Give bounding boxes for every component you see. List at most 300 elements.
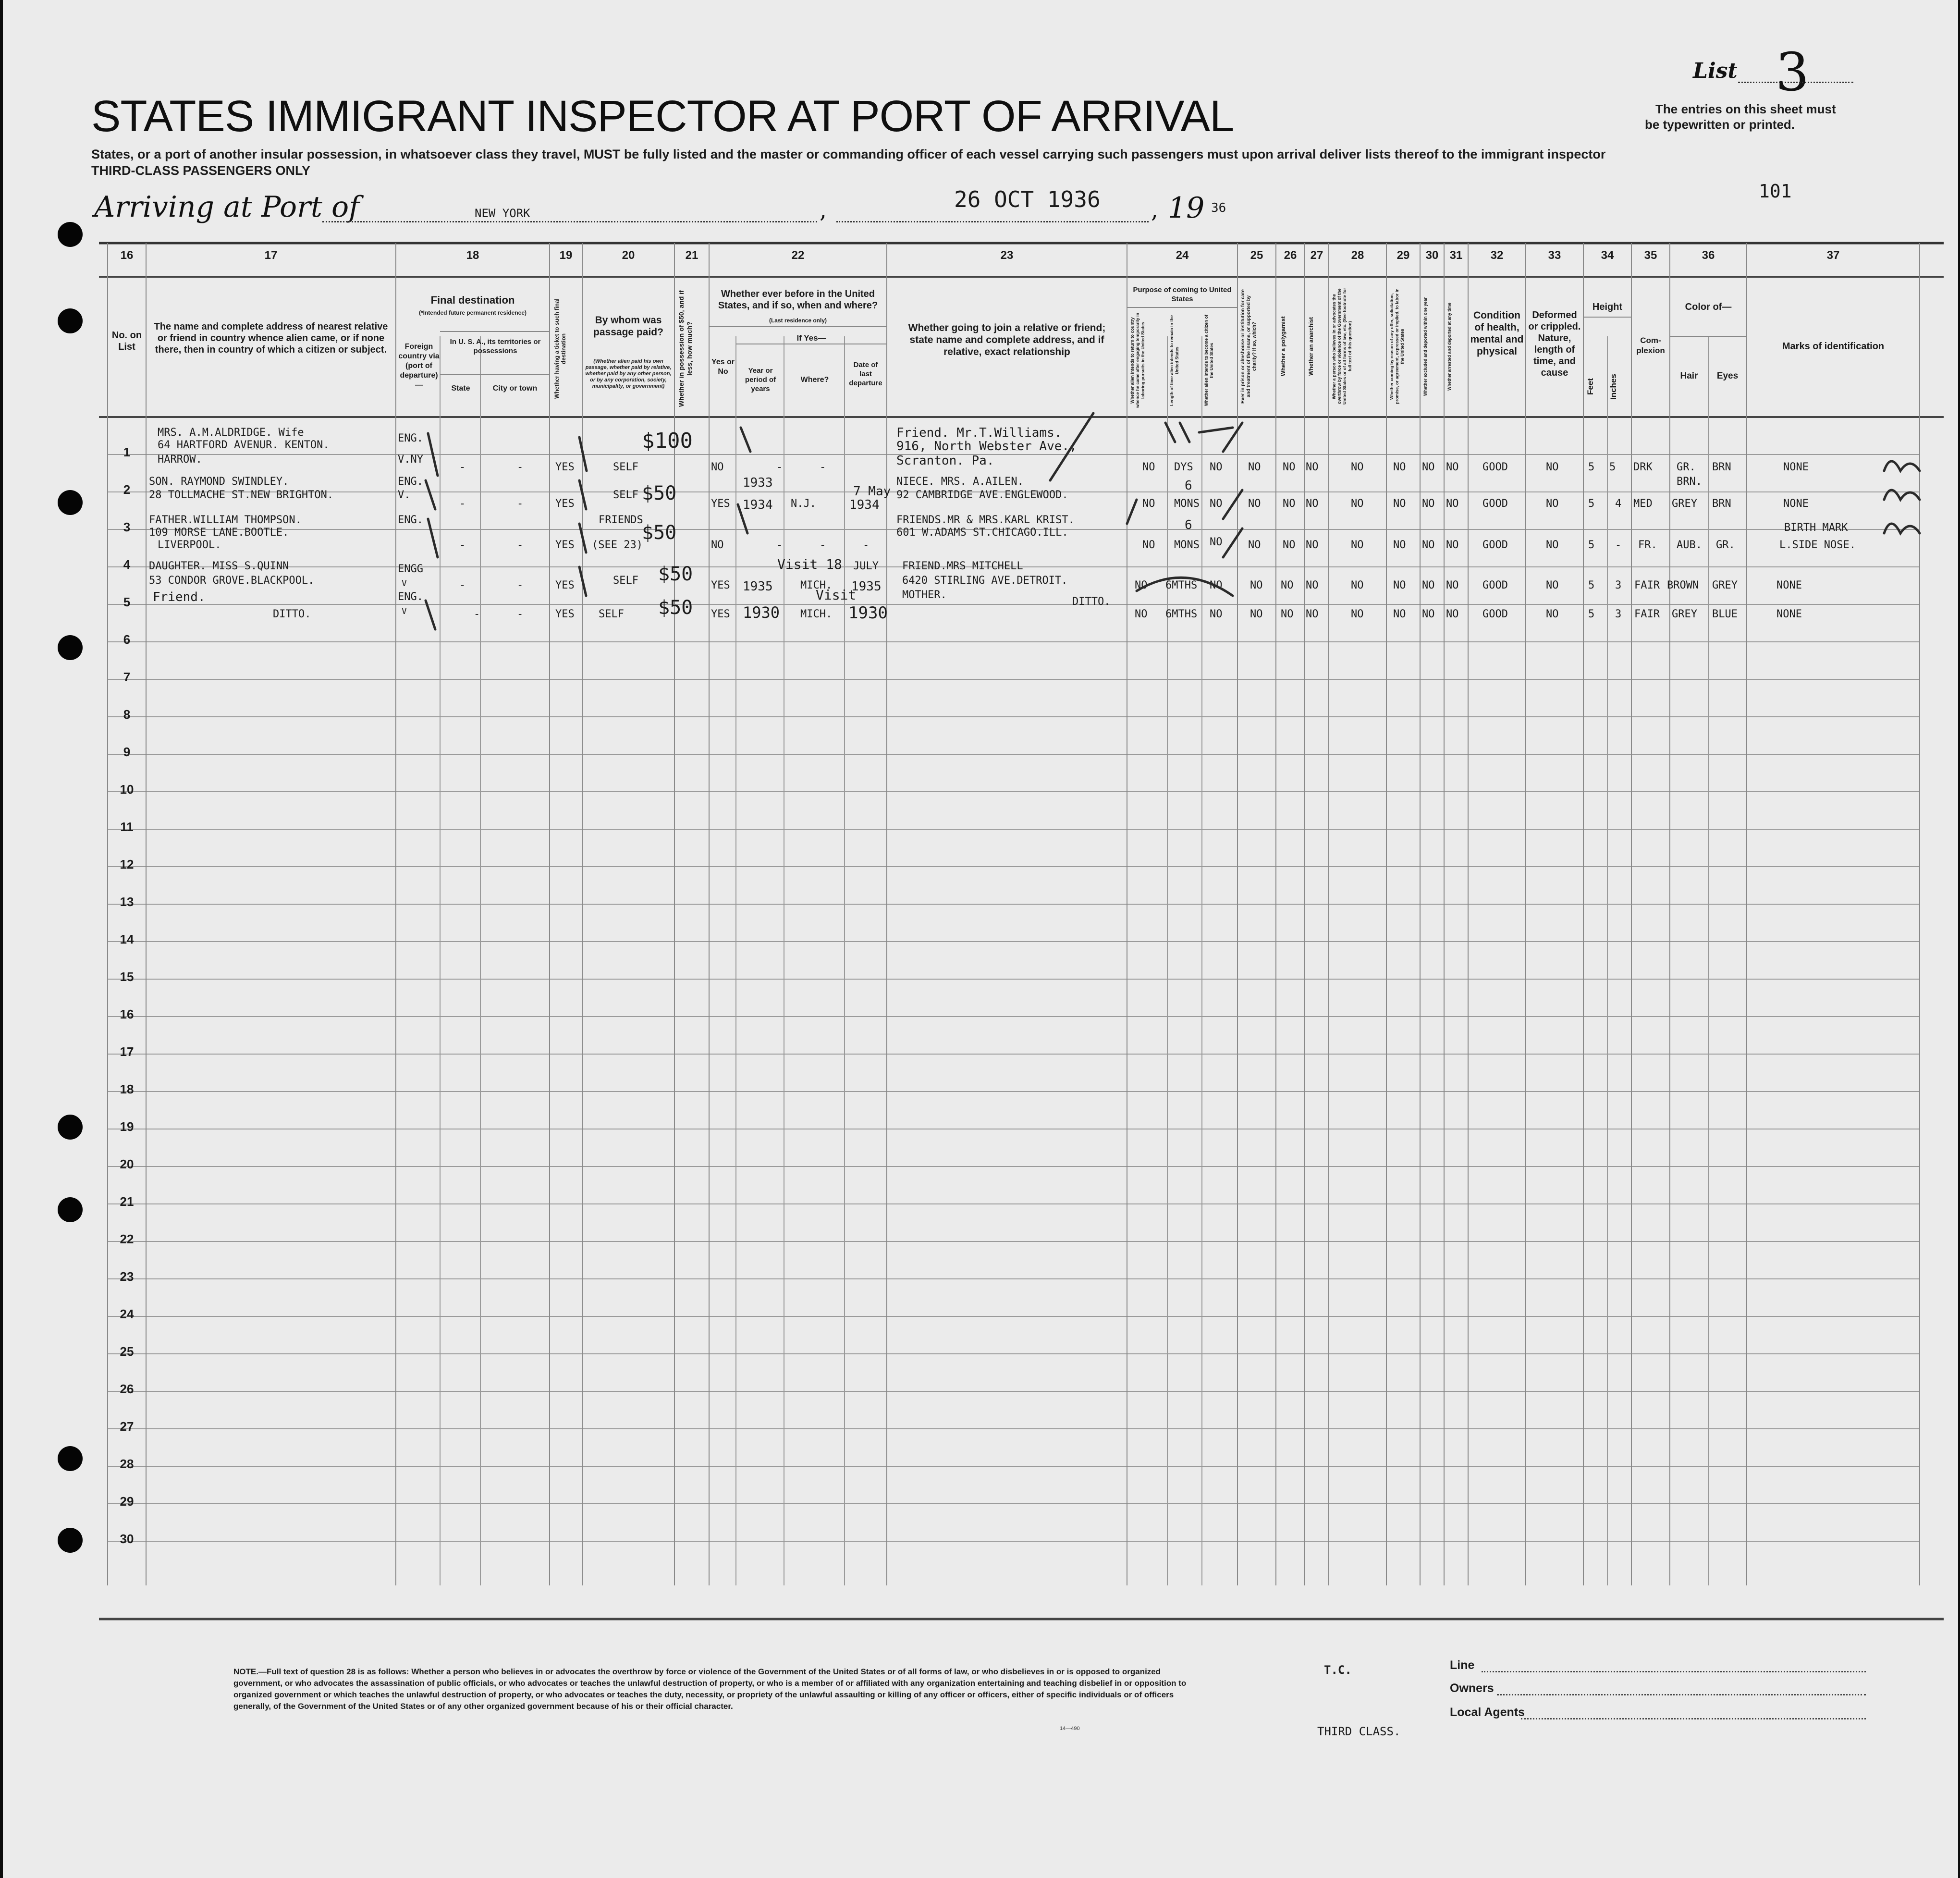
header-date-departure: Date of last departure: [849, 361, 882, 387]
return: NO: [1135, 608, 1148, 620]
row-number: 19: [120, 1119, 134, 1134]
health: GOOD: [1482, 539, 1508, 551]
row-number: 24: [120, 1307, 134, 1321]
row-number: 18: [120, 1082, 134, 1096]
column-number: 37: [1826, 249, 1840, 262]
year-period: -: [776, 461, 783, 473]
header-inches: Inches: [1609, 374, 1618, 400]
date-departure: 1934: [849, 498, 880, 512]
relative-line: Friend.: [153, 590, 206, 604]
deformed: NO: [1546, 498, 1559, 510]
header-money: Whether in possession of $50, and if less, how much?: [677, 290, 693, 407]
header-purpose-return: Whether alien intends to return to country whence he came after engaging temporarily in laboring pursuits in the United States: [1130, 312, 1145, 408]
inches: 5: [1609, 461, 1616, 473]
q28: NO: [1351, 461, 1364, 473]
column-number: 27: [1310, 249, 1323, 262]
hair: GREY: [1672, 608, 1697, 620]
complexion: DRK: [1633, 461, 1653, 473]
q28: NO: [1351, 608, 1364, 620]
header-height: Height: [1592, 302, 1623, 312]
money: $50: [658, 563, 693, 585]
check-mark: [428, 519, 438, 557]
inches: 3: [1615, 579, 1622, 591]
return: NO: [1142, 539, 1155, 551]
money: $100: [642, 429, 693, 453]
q25: NO: [1250, 608, 1263, 620]
q29: NO: [1393, 461, 1406, 473]
column-number: 35: [1644, 249, 1657, 262]
instruction-line-2: THIRD-CLASS PASSENGERS ONLY: [91, 163, 311, 178]
q29: NO: [1393, 608, 1406, 620]
header-marks: Marks of identification: [1782, 341, 1885, 352]
row-number: 6: [123, 632, 131, 647]
joining-line: 916, North Webster Ave.,: [896, 439, 1077, 454]
row-number: 4: [123, 557, 131, 572]
header-passage-paid: By whom was passage paid?: [593, 315, 663, 338]
row-number: 27: [120, 1419, 134, 1434]
check-mark: [1127, 500, 1137, 524]
header-color: Color of—: [1685, 302, 1732, 312]
inches: 3: [1615, 608, 1622, 620]
column-number: 28: [1351, 249, 1364, 262]
q31: NO: [1446, 498, 1459, 510]
q31: NO: [1446, 461, 1459, 473]
relative-line: HARROW.: [158, 454, 202, 466]
ticket: YES: [555, 498, 575, 510]
q26: NO: [1283, 461, 1296, 473]
q29: NO: [1393, 579, 1406, 591]
form-title: STATES IMMIGRANT INSPECTOR AT PORT OF ARRIVAL: [91, 92, 1234, 141]
citizen: NO: [1210, 461, 1223, 473]
joining-line: 6420 STIRLING AVE.DETROIT.: [902, 575, 1068, 587]
row-number: 2: [123, 482, 131, 497]
length-of-stay: 6: [1185, 518, 1192, 532]
header-anarchist: Whether an anarchist: [1308, 317, 1314, 376]
row-number: 11: [120, 820, 134, 834]
q26: NO: [1283, 498, 1296, 510]
owners-label: Owners: [1450, 1682, 1494, 1695]
joining-line: DITTO.: [1072, 596, 1111, 608]
citizen: NO: [1210, 608, 1223, 620]
visit-note: Visit 18: [777, 556, 842, 572]
header-no-on-list: No. on List: [111, 330, 142, 352]
header-offer-labor: Whether coming by reason of any offer, solicitation, promise, or agreement, expressed or implied, to labor in the United States: [1389, 288, 1405, 405]
header-city: City or town: [492, 384, 538, 393]
year-period: 1933: [743, 476, 773, 490]
marks: NONE: [1783, 461, 1809, 473]
column-number: 30: [1425, 249, 1439, 262]
header-hair: Hair: [1680, 371, 1698, 381]
return: NO: [1142, 461, 1155, 473]
foreign-port: V: [402, 606, 407, 616]
visit-note: Visit: [816, 587, 857, 603]
return: NO: [1142, 498, 1155, 510]
column-number: 31: [1449, 249, 1463, 262]
relative-line: SON. RAYMOND SWINDLEY.: [149, 476, 289, 488]
year-period: -: [776, 539, 783, 551]
city: -: [517, 579, 524, 591]
health: GOOD: [1482, 498, 1508, 510]
money: $50: [642, 482, 677, 504]
check-mark: [579, 437, 587, 471]
year-period: 1934: [743, 498, 773, 512]
feet: 5: [1588, 608, 1595, 620]
header-purpose-citizen: Whether alien intends to become a citizen of the United States: [1204, 314, 1214, 406]
state: -: [459, 498, 466, 510]
typewritten-note-1: The entries on this sheet must: [1655, 102, 1836, 116]
header-year-period: Year or period of years: [745, 367, 776, 393]
header-deformed: Deformed or crippled. Nature, length of time, and cause: [1528, 310, 1581, 378]
instruction-line-1: States, or a port of another insular possession, in whatsoever class they travel, MUST be fully listed and the master or commanding officer of each vessel carrying such passengers must upon arrival deliver lists thereof to the immigrant inspector: [91, 147, 1606, 161]
check-mark: [738, 504, 747, 533]
deformed: NO: [1546, 461, 1559, 473]
q30: NO: [1422, 461, 1435, 473]
ticket: YES: [555, 461, 575, 473]
state: -: [459, 579, 466, 591]
agents-field: [1521, 1718, 1866, 1719]
comma: ,: [1151, 197, 1158, 223]
return: NO: [1135, 579, 1148, 591]
row-number: 30: [120, 1532, 134, 1546]
length-of-stay: 6MTHS: [1165, 608, 1198, 620]
date-departure: 1930: [848, 603, 888, 623]
passage-paid: SELF: [613, 489, 638, 501]
header-ticket: Whether having a ticket to such final destination: [553, 298, 567, 399]
citizen: NO: [1210, 498, 1223, 510]
length-of-stay: MONS: [1174, 498, 1200, 510]
agents-label: Local Agents: [1450, 1706, 1525, 1719]
passage-paid: (SEE 23): [592, 539, 643, 551]
header-health: Condition of health, mental and physical: [1470, 310, 1524, 357]
year-prefix: 19: [1168, 191, 1205, 225]
complexion: FR.: [1638, 539, 1657, 551]
row-number: 5: [123, 595, 131, 609]
health: GOOD: [1482, 461, 1508, 473]
row-number: 8: [123, 707, 131, 722]
header-state: State: [451, 384, 470, 393]
joining-line: 601 W.ADAMS ST.CHICAGO.ILL.: [896, 527, 1068, 539]
header-final-destination: Final destination: [430, 294, 515, 306]
money: $50: [658, 597, 693, 619]
marks: NONE: [1776, 608, 1802, 620]
q25: NO: [1248, 498, 1261, 510]
row-number: 17: [120, 1044, 134, 1059]
header-ever-before: Whether ever before in the United States, and if so, when and where?: [718, 289, 878, 311]
deformed: NO: [1546, 579, 1559, 591]
ticket: YES: [555, 539, 575, 551]
column-number: 26: [1284, 249, 1297, 262]
foreign-country: ENG.: [398, 591, 423, 603]
row-number: 25: [120, 1344, 134, 1359]
ever-before: YES: [711, 498, 730, 510]
eyes: GR.: [1716, 539, 1735, 551]
marks: NONE: [1776, 579, 1802, 591]
q31: NO: [1446, 608, 1459, 620]
check-mark: [426, 480, 435, 509]
deformed: NO: [1546, 539, 1559, 551]
page-number: 101: [1759, 181, 1792, 202]
check-mark: [579, 480, 586, 509]
q28: NO: [1351, 539, 1364, 551]
foreign-port: V.NY: [398, 454, 423, 466]
check-mark: [1223, 490, 1242, 519]
money: $50: [642, 522, 677, 544]
deformed: NO: [1546, 608, 1559, 620]
column-number: 19: [559, 249, 573, 262]
ticket: YES: [555, 579, 575, 591]
passage-paid: SELF: [599, 608, 624, 620]
check-mark: [579, 524, 586, 552]
column-number: 32: [1490, 249, 1504, 262]
column-number: 22: [791, 249, 805, 262]
ever-before: NO: [711, 461, 724, 473]
citizen: NO: [1210, 579, 1223, 591]
row-number: 22: [120, 1232, 134, 1246]
header-prison: Ever in prison or almshouse or institution for care and treatment of the insane, or supported by charity? If so, which?: [1240, 289, 1257, 404]
line-field: [1482, 1671, 1866, 1672]
column-number: 16: [120, 249, 134, 262]
row-number: 1: [123, 445, 131, 459]
initials-scribble: [1884, 461, 1920, 471]
manifest-sheet: [3, 0, 1958, 1878]
header-polygamist: Whether a polygamist: [1280, 316, 1286, 377]
joining-line: Friend. Mr.T.Williams.: [896, 426, 1062, 440]
relative-line: 109 MORSE LANE.BOOTLE.: [149, 527, 289, 539]
row-number: 16: [120, 1007, 134, 1021]
state: -: [474, 608, 480, 620]
foreign-country: ENG.: [398, 476, 423, 488]
column-number: 20: [622, 249, 635, 262]
length-of-stay: 6MTHS: [1165, 579, 1198, 591]
q25: NO: [1250, 579, 1263, 591]
where: -: [820, 461, 826, 473]
row-number: 28: [120, 1457, 134, 1471]
date-departure: -: [863, 539, 870, 551]
foreign-port: V.: [398, 489, 411, 501]
foreign-port: V: [402, 578, 407, 589]
header-relative-address: The name and complete address of nearest relative or friend in country whence alien came, or if none there, then in country of which a citizen or subject.: [154, 321, 388, 355]
owners-field: [1497, 1694, 1866, 1695]
complexion: FAIR: [1634, 579, 1660, 591]
passage-paid: SELF: [613, 575, 638, 587]
arriving-label: Arriving at Port of: [94, 190, 360, 224]
q26: NO: [1281, 608, 1294, 620]
header-final-destination-sub: (*Intended future permanent residence): [418, 309, 527, 316]
date-departure: JULY: [853, 560, 879, 572]
q27: NO: [1306, 608, 1319, 620]
citizen: NO: [1210, 536, 1223, 548]
check-mark: [426, 601, 435, 629]
hair: GR.: [1677, 461, 1696, 473]
row-number: 21: [120, 1194, 134, 1209]
eyes: BLUE: [1712, 608, 1738, 620]
city: -: [517, 539, 524, 551]
header-ever-before-sub: (Last residence only): [769, 317, 827, 324]
relative-line: 64 HARTFORD AVENUR. KENTON.: [158, 439, 330, 451]
passage-paid: FRIENDS: [599, 514, 643, 526]
form-number: 14—490: [1060, 1726, 1080, 1731]
port-name: NEW YORK: [475, 207, 530, 220]
relative-line: MRS. A.M.ALDRIDGE. Wife: [158, 427, 304, 439]
header-where: Where?: [800, 376, 829, 384]
column-number: 18: [466, 249, 479, 262]
joining-line: FRIEND.MRS MITCHELL: [902, 560, 1023, 572]
tc-label: T.C.: [1324, 1663, 1352, 1677]
hair: AUB.: [1677, 539, 1702, 551]
complexion: MED: [1633, 498, 1653, 510]
joining-line: Scranton. Pa.: [896, 454, 994, 468]
initials-scribble: [1884, 490, 1920, 500]
column-number: 23: [1000, 249, 1014, 262]
q26: NO: [1283, 539, 1296, 551]
initials-scribble: [1884, 524, 1920, 533]
relative-line: DAUGHTER. MISS S.QUINN: [149, 560, 289, 572]
relative-line: 28 TOLLMACHE ST.NEW BRIGHTON.: [149, 489, 334, 501]
q30: NO: [1422, 498, 1435, 510]
joining-line: NIECE. MRS. A.AILEN.: [896, 476, 1024, 488]
list-number: 3: [1776, 41, 1809, 103]
feet: 5: [1588, 579, 1595, 591]
ever-before: YES: [711, 579, 730, 591]
hair: BROWN: [1667, 579, 1699, 591]
header-in-usa: In U. S. A., its territories or possessions: [450, 338, 541, 355]
where: -: [820, 539, 826, 551]
date-departure: 7 May: [853, 484, 891, 499]
header-arrested: Whether arrested and deported at any time: [1447, 302, 1452, 391]
passage-paid: SELF: [613, 461, 638, 473]
state: -: [459, 539, 466, 551]
marks: L.SIDE NOSE.: [1779, 539, 1856, 551]
where: N.J.: [791, 498, 816, 510]
foreign-country: ENG.: [398, 514, 423, 526]
row-number: 3: [123, 520, 131, 534]
joining-line: FRIENDS.MR & MRS.KARL KRIST.: [896, 514, 1075, 526]
marks: NONE: [1783, 498, 1809, 510]
relative-line: FATHER.WILLIAM THOMPSON.: [149, 514, 302, 526]
header-yes-no: Yes or No: [711, 358, 735, 376]
ever-before: YES: [711, 608, 730, 620]
q29: NO: [1393, 498, 1406, 510]
q27: NO: [1306, 498, 1319, 510]
year-period: 1930: [743, 603, 780, 622]
q31: NO: [1446, 539, 1459, 551]
length-of-stay: DYS: [1174, 461, 1193, 473]
q28: NO: [1351, 579, 1364, 591]
footer-note: NOTE.—Full text of question 28 is as follows: Whether a person who believes in or advocates the overthrow by force or violence of the Government of the United States or of all forms of law, or who disbelieves in or is opposed to organized government, or who advocates the assassination of public officials, or who advocates or teaches the unlawful destruction of property, or who is a member of or affiliated with any organization entertaining and teaching disbelief in or opposition to organized government or which teaches the unlawful destruction of property, or who advocates or teaches the duty, necessity, or propriety of the unlawful assaulting or killing of any officer or officers, either of specific individuals or of officers generally, of the Government of the United States or of any other organized government because of his or their official character.: [233, 1667, 1187, 1711]
joining-line: MOTHER.: [902, 589, 947, 601]
check-mark: [1223, 528, 1242, 557]
eyes: BRN: [1712, 498, 1731, 510]
hair: GREY: [1672, 498, 1697, 510]
health: GOOD: [1482, 579, 1508, 591]
row-number: 29: [120, 1494, 134, 1509]
eyes: GREY: [1712, 579, 1738, 591]
relative-line: 53 CONDOR GROVE.BLACKPOOL.: [149, 575, 315, 587]
typewritten-note-2: be typewritten or printed.: [1645, 117, 1795, 132]
header-excluded: Whether excluded and deported within one year: [1423, 297, 1428, 396]
relative-line: LIVERPOOL.: [158, 539, 221, 551]
year-suffix: 36: [1211, 201, 1226, 215]
header-foreign-country: Foreign country via (port of departure)—: [398, 343, 440, 389]
eyes: BRN: [1712, 461, 1731, 473]
length-of-stay: 6: [1185, 479, 1192, 493]
check-mark: [579, 567, 586, 596]
header-purpose-length: Length of time alien intends to remain in the United States: [1169, 315, 1179, 406]
complexion: FAIR: [1634, 608, 1660, 620]
hair: BRN.: [1677, 476, 1702, 488]
q31: NO: [1446, 579, 1459, 591]
q27: NO: [1306, 461, 1319, 473]
column-number: 36: [1702, 249, 1715, 262]
row-number: 14: [120, 932, 134, 946]
feet: 5: [1588, 461, 1595, 473]
line-label: Line: [1450, 1658, 1475, 1672]
row-number: 23: [120, 1269, 134, 1284]
header-purpose: Purpose of coming to United States: [1133, 286, 1232, 303]
length-of-stay: MONS: [1174, 539, 1200, 551]
marks: BIRTH MARK: [1784, 522, 1848, 534]
column-number: 21: [685, 249, 698, 262]
date-departure: 1935: [851, 579, 882, 594]
row-number: 15: [120, 970, 134, 984]
ticket: YES: [555, 608, 575, 620]
check-mark: [741, 428, 750, 452]
row-number: 13: [120, 895, 134, 909]
q28: NO: [1351, 498, 1364, 510]
q30: NO: [1422, 539, 1435, 551]
row-number: 20: [120, 1157, 134, 1171]
feet: 5: [1588, 539, 1595, 551]
year-period: 1935: [743, 579, 773, 594]
q30: NO: [1422, 579, 1435, 591]
q27: NO: [1306, 539, 1319, 551]
column-number: 25: [1250, 249, 1263, 262]
q30: NO: [1422, 608, 1435, 620]
date-stamp: 26 OCT 1936: [954, 186, 1101, 212]
header-question-28: Whether a person who believes in or advocates the overthrow by force or violence of the Government of the United States or of all forms of law, etc. (See footnote for full text of this question): [1332, 288, 1352, 405]
initials-scribble: [1165, 423, 1233, 442]
q29: NO: [1393, 539, 1406, 551]
health: GOOD: [1482, 608, 1508, 620]
column-number: 29: [1396, 249, 1410, 262]
joining-line: 92 CAMBRIDGE AVE.ENGLEWOOD.: [896, 489, 1068, 501]
q25: NO: [1248, 461, 1261, 473]
row-number: 26: [120, 1382, 134, 1396]
row-number: 9: [123, 745, 131, 759]
inches: -: [1615, 539, 1622, 551]
where: MICH.: [800, 608, 833, 620]
handwritten-marks: [3, 0, 1958, 1878]
city: -: [517, 608, 524, 620]
row-number: 7: [123, 670, 131, 684]
q25: NO: [1248, 539, 1261, 551]
header-passage-paid-sub: (Whether alien paid his own passage, whether paid by relative, whether paid by any other person, or by any corporation, society, municipality, or government): [585, 358, 672, 389]
city: -: [517, 498, 524, 510]
header-if-yes: If Yes—: [796, 333, 826, 343]
q27: NO: [1306, 579, 1319, 591]
foreign-country: ENGG: [398, 563, 423, 575]
column-number: 24: [1176, 249, 1189, 262]
header-feet: Feet: [1586, 378, 1595, 395]
row-number: 12: [120, 857, 134, 871]
list-label: List: [1693, 59, 1738, 83]
row-number: 10: [120, 782, 134, 797]
check-mark: [1050, 413, 1093, 480]
third-class-label: THIRD CLASS.: [1317, 1725, 1401, 1738]
check-mark: [428, 433, 438, 476]
check-mark: [1137, 577, 1233, 596]
state: -: [459, 461, 466, 473]
